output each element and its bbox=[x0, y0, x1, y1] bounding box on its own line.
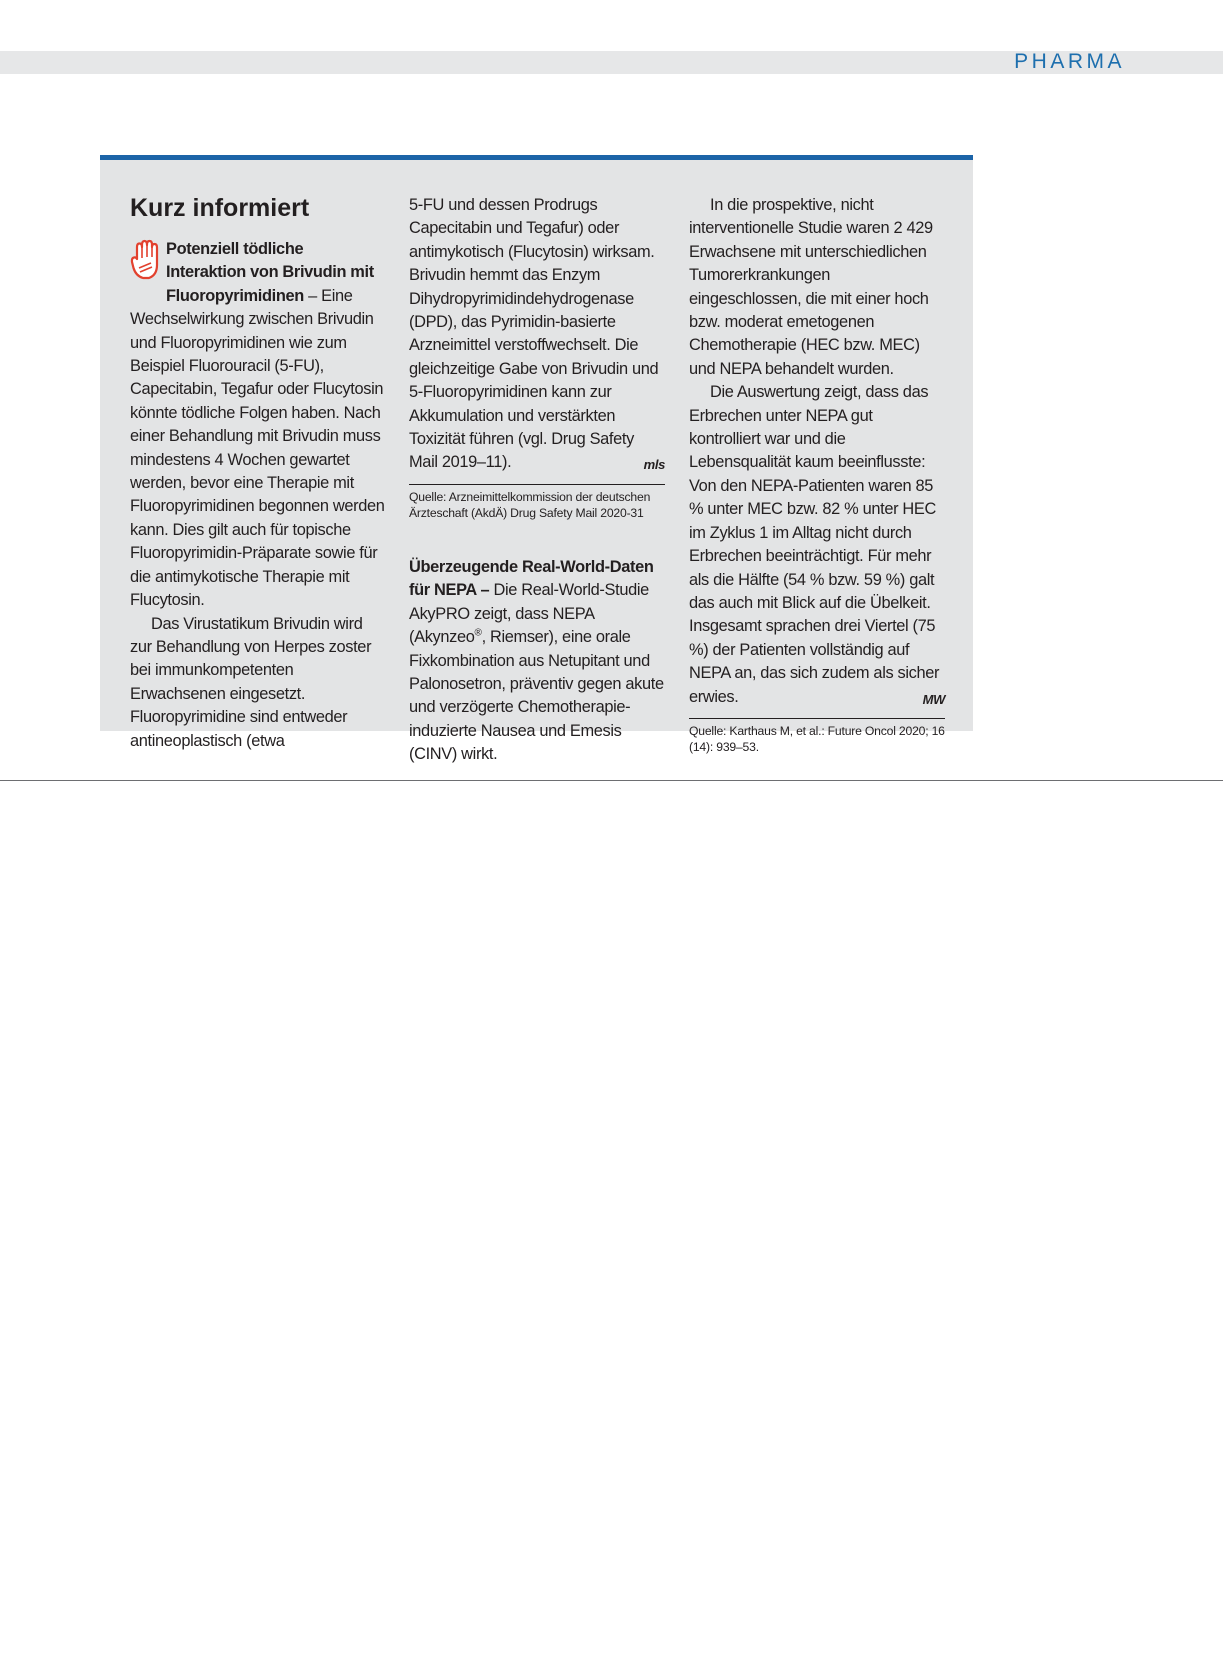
column-3 bbox=[689, 194, 945, 756]
box-title: Kurz informiert bbox=[130, 194, 310, 222]
article1-paragraph-2: Das Virustatikum Brivudin wird zur Behandlung von Herpes zoster bei immunkompetenten Erwachsenen eingesetzt. Fluoropyrimidine sind entweder antineoplastisch (etwa bbox=[130, 614, 372, 750]
article1-headline: Potenziell tödliche Interaktion von Brivudin mit Fluoropyrimidinen bbox=[166, 240, 374, 305]
article1-paragraph-2-continued bbox=[409, 194, 665, 475]
article2-paragraph-2: In die prospektive, nicht interventionelle Studie waren 2 429 Erwachsene mit unterschiedlichen Tumorerkrankungen eingeschlossen, die mit einer hoch bzw. moderat emetogenen Chemotherapie (HEC bzw. MEC) und NEPA behandelt wurden. bbox=[689, 196, 933, 378]
article2-paragraph-3-text: Die Auswertung zeigt, dass das Erbrechen unter NEPA gut kontrolliert war und die Lebensqualität kaum beeinflusste: Von den NEPA-Patienten waren 85 % unter MEC bzw. 82 % unter HEC im Zyklus 1 im Alltag nicht durch Erbrechen beeinträchtigt. Für mehr als die Hälfte (54 % bzw. 59 %) galt das auch mit Blick auf die Übelkeit. Insgesamt sprachen drei Viertel (75 %) der Patienten vollständig auf NEPA an, das sich zudem als sicher erwies. bbox=[689, 383, 940, 706]
article1-author: mls bbox=[643, 457, 665, 473]
registered-mark: ® bbox=[474, 627, 482, 639]
article2-lead-b: , Riemser), eine orale Fixkombination aus Netupitant und Palonosetron, präventiv gegen akute und verzögerte Chemotherapie-induzierte Nausea und Emesis (CINV) wirkt. bbox=[409, 628, 664, 764]
article2-source: Quelle: Karthaus M, et al.: Future Oncol 2020; 16 (14): 939–53. bbox=[689, 718, 945, 756]
article1-source: Quelle: Arzneimittelkommission der deutschen Ärzteschaft (AkdÄ) Drug Safety Mail 2020-31 bbox=[409, 484, 665, 522]
article1-lead-paragraph bbox=[130, 238, 386, 613]
short-news-box bbox=[100, 155, 973, 764]
column-1 bbox=[130, 194, 386, 753]
article2-author: MW bbox=[922, 691, 945, 707]
column-2 bbox=[409, 194, 665, 767]
stop-hand-icon bbox=[130, 238, 163, 285]
article2-lead-paragraph bbox=[409, 556, 665, 767]
article1-paragraph-2-cont-text: 5-FU und dessen Prodrugs Capecitabin und Tegafur) oder antimykotisch (Flucytosin) wirksam. Brivudin hemmt das Enzym Dihydropyrimidindehydrogenase (DPD), das Pyrimidin-basierte Arzneimittel verstoffwechselt. Die gleichzeitige Gabe von Brivudin und 5-Fluoropyrimidinen kann zur Akkumulation und verstärkten Toxizität führen (vgl. Drug Safety Mail 2019–11). bbox=[409, 196, 659, 472]
page-divider bbox=[0, 780, 1223, 781]
article-separator bbox=[409, 522, 665, 556]
article2-paragraph-3 bbox=[689, 381, 945, 709]
article1-lead: – Eine Wechselwirkung zwischen Brivudin und Fluoropyrimidinen wie zum Beispiel Fluorouracil (5-FU), Capecitabin, Tegafur oder Flucytosin könnte tödliche Folgen haben. Nach einer Behandlung mit Brivudin muss mindestens 4 Wochen gewartet werden, bevor eine Therapie mit Fluoropyrimidinen begonnen werden kann. Dies gilt auch für topische Fluoropyrimidin-Präparate sowie für die antimykotische Therapie mit Flucytosin. bbox=[130, 286, 385, 610]
article2-lead-a: Die Real-World-Studie AkyPRO zeigt, dass NEPA (Akynzeo bbox=[409, 581, 649, 647]
article2-headline: Überzeugende Real-World-Daten für NEPA – bbox=[409, 557, 654, 600]
section-label: PHARMA bbox=[1014, 50, 1125, 73]
